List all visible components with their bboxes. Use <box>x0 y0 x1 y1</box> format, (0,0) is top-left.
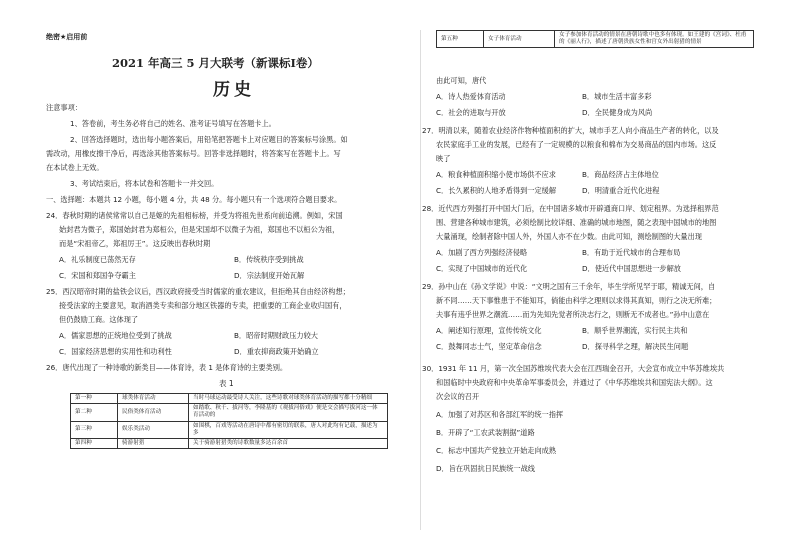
sports-poetry-table <box>70 393 388 449</box>
q28-option-c: C．实现了中国城市的近代化 <box>436 264 528 273</box>
table-cell: 民俗类体育活动 <box>118 404 189 421</box>
q27-stem-line: 映了 <box>436 154 451 163</box>
q30-option-b: B．开辟了“工农武装割据”道路 <box>436 428 535 437</box>
q29-stem-line: 29．孙中山在《孙文学说》中说：“文明之国有三千余年，毕生学所见罕于耶，精诚无间，自 <box>422 282 716 291</box>
table-cell: 第二种 <box>71 404 118 421</box>
note-line: 2、回答选择题时，选出每小题答案后，用铅笔把答题卡上对应题目的答案标号涂黑。如 <box>70 135 348 144</box>
q25-stem-line: 25．西汉昭帝时期的盐铁会议后，西汉政府接受当时儒家的重农建议，但拒绝其自由经济构想； <box>46 287 350 296</box>
q29-option-c: C．鼓舞同志士气，坚定革命信念 <box>436 342 542 351</box>
table-cell: 第四种 <box>71 439 118 449</box>
note-line: 1、答卷前，考生务必将自己的姓名、准考证号填写在答题卡上。 <box>70 119 276 128</box>
q25-option-d: D．重农抑商政策开始确立 <box>234 347 319 356</box>
q25-stem-line: 但仍鼓励工商。这体现了 <box>59 315 139 324</box>
section-intro: 一、选择题：本题共 12 小题，每小题 4 分，共 48 分。每小题只有一个选项符合题目要求。 <box>46 195 342 204</box>
q29-option-d: D．探寻科学之理，解决民生问题 <box>582 342 689 351</box>
table-cell: 女子参加体育活动的情景在唐朝诗歌中也多有体现。如王建的《宫词》、杜甫的《丽人行》，描述了唐朝贵族女性和宫女外出射猎的情景 <box>555 31 754 48</box>
subject-title: 历史 <box>213 80 255 100</box>
q30-stem-line: 次会议的召开 <box>436 392 480 401</box>
q26-option-c: C．社会的进取与开放 <box>436 108 506 117</box>
q24-stem-line: 24．春秋时期的诸侯常常以自己是姬的先祖相标榜，并受为将祖先世系向前追溯。例如，宋国 <box>46 211 343 220</box>
q26-option-a: A．诗人热爱体育活动 <box>436 92 506 101</box>
table-cell: 如围棋，百戏等活动在唐诗中都有密切的联系，唐人对此均有记载，描述为多 <box>189 421 388 438</box>
table-cell: 第五种 <box>437 31 484 48</box>
q30-option-d: D．旨在巩固抗日民族统一战线 <box>436 464 535 473</box>
table-cell: 骑游射猎 <box>118 439 189 449</box>
table-row <box>71 439 388 449</box>
q28-stem-line: 28．近代西方列强打开中国大门后，在中国诸多城市开辟通商口岸、划定租界。为选择租界范 <box>422 204 719 213</box>
q28-stem-line: 大量涌现，绘制者除中国人外，外国人亦不在少数。由此可知，测绘制图的大量出现 <box>436 232 702 241</box>
table-cell: 女子体育活动 <box>484 31 555 48</box>
table-cell: 球类体育活动 <box>118 394 189 404</box>
q25-option-c: C．国家经济思想的实用性和功利性 <box>59 347 172 356</box>
note-line: 在本试卷上无效。 <box>46 163 104 172</box>
q25-stem-line: 接受法家的主要意见，取消酒类专卖和部分地区铁器的专卖，把重要的工商企业收归国有， <box>59 301 347 310</box>
table-row <box>71 404 388 421</box>
table-cell: 第三种 <box>71 421 118 438</box>
table-row <box>437 31 754 48</box>
q26-stem: 26．唐代出现了一种诗歌的新类目——体育诗，表 1 是体育诗的主要类别。 <box>46 363 288 372</box>
table-row <box>71 394 388 404</box>
q30-stem-line: 30．1931 年 11 月，第一次全国苏维埃代表大会在江西瑞金召开，大会宣布成立中华苏维埃共 <box>422 364 725 373</box>
q25-option-a: A．儒家思想的正统地位受到了挑战 <box>59 331 172 340</box>
q24-option-b: B．传统秩序受到挑战 <box>234 255 304 264</box>
q28-option-b: B．有助于近代城市的合理布局 <box>582 248 681 257</box>
table-cell: 如踏歌、秋千、拔河等，李隆基的《观拔河俗戏》便是交会描写拔河这一体育活动的 <box>189 404 388 421</box>
table-cell: 第一种 <box>71 394 118 404</box>
table-row <box>71 421 388 438</box>
q26-after: 由此可知，唐代 <box>436 76 487 85</box>
q24-option-c: C．宋国和郑国争夺霸主 <box>59 271 136 280</box>
q27-stem-line: 27．明清以来，随着农业经济作物种植面积的扩大，城市手艺人向小商品生产者的转化，以及 <box>422 126 719 135</box>
q28-option-d: D．使近代中国思想进一步解放 <box>582 264 681 273</box>
q30-stem-line: 和国临时中央政府和中央革命军事委员会，并通过了《中华苏维埃共和国宪法大纲》。这 <box>436 378 713 387</box>
table-cell: 当时马球运动最受诗人关注，这些诗歌对球类体育活动的描写都十分精细 <box>189 394 388 404</box>
note-line: 需改动，用橡皮擦干净后，再选涂其他答案标号。回答非选择题时，将答案写在答题卡上。写 <box>46 149 341 158</box>
secret-label: 绝密★启用前 <box>46 33 88 41</box>
q30-option-c: C．标志中国共产党独立开始走向成熟 <box>436 446 557 455</box>
table-cell: 关于骑游射猎类的诗歌数量多达百余首 <box>189 439 388 449</box>
q24-option-a: A．礼乐制度已荡然无存 <box>59 255 136 264</box>
q24-stem-line: 始封君为微子，郑国始封君为郑桓公，但是宋国却不以微子为祖，郑国也不以桓公为祖， <box>59 225 340 234</box>
q24-option-d: D．宗法制度开始瓦解 <box>234 271 305 280</box>
table-cell: 娱乐类活动 <box>118 421 189 438</box>
q24-stem-line: 而是“宋祖帝乙，郑祖厉王”。这反映出春秋时期 <box>59 239 211 248</box>
exam-title: 2021 年高三 5 月大联考（新课标Ⅰ卷） <box>112 56 319 70</box>
q28-stem-line: 围、营建各种城市建筑，必须绘制比较详细、准确的城市地图，随之表现中国城市的地图 <box>436 218 717 227</box>
sports-poetry-table-continued <box>436 30 754 48</box>
table-caption: 表 1 <box>219 379 234 388</box>
q29-stem-line: 夫事有违乎世界之潮流……而为先知先觉者所决志行之，则断无不成者也。”孙中山意在 <box>436 310 710 319</box>
q27-option-c: C．长久累积的人地矛盾得到一定缓解 <box>436 186 557 195</box>
q27-stem-line: 农民家庭手工业的发展，已经有了一定规模的以粮食和棉布为交易商品的国内市场。这反 <box>436 140 717 149</box>
q27-option-b: B．商品经济占主体地位 <box>582 170 659 179</box>
q29-option-a: A．阐述知行原理，宣传传统文化 <box>436 326 542 335</box>
q29-option-b: B．顺乎世界潮流，实行民主共和 <box>582 326 688 335</box>
q27-option-a: A．粮食种植面积缩小使市场供不应求 <box>436 170 556 179</box>
q26-option-d: D．全民健身成为风尚 <box>582 108 653 117</box>
note-line: 3、考试结束后，将本试卷和答题卡一并交回。 <box>70 179 219 188</box>
q27-option-d: D．明清重合近代化进程 <box>582 186 660 195</box>
q26-option-b: B．城市生活丰富多彩 <box>582 92 652 101</box>
column-divider <box>420 30 421 530</box>
q28-option-a: A．加剧了西方列强经济侵略 <box>436 248 528 257</box>
q29-stem-line: 新不同……天下事惟患于不能知耳，倘能由科学之理则以求得其真知，则行之决无所难； <box>436 296 717 305</box>
q30-option-a: A．加强了对苏区和各部红军的统一指挥 <box>436 410 564 419</box>
q25-option-b: B．昭帝时期财政压力较大 <box>234 331 318 340</box>
notes-heading: 注意事项： <box>46 103 82 112</box>
